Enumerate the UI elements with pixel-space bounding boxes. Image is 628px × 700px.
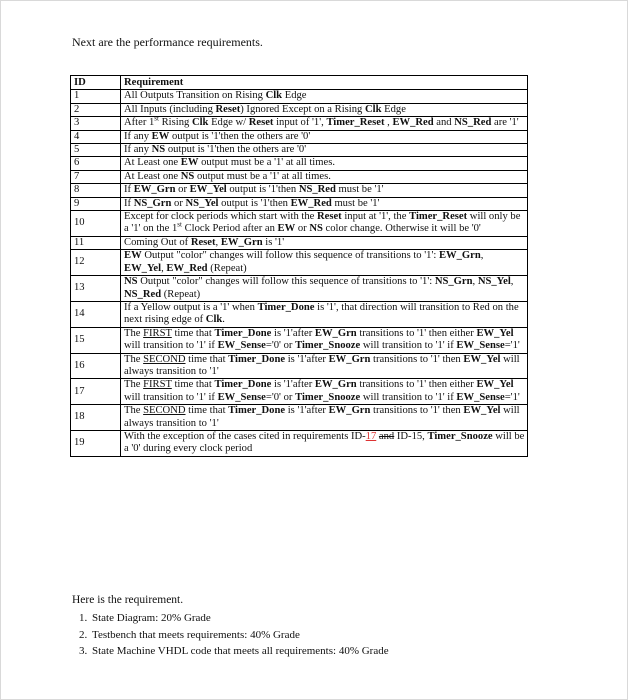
grading-list [72,610,389,660]
requirement-text: The FIRST time that Timer_Done is '1'after EW_Grn transitions to '1' then either EW_Yel will transition to '1' if EW_Sense='0' or Timer_Snooze will transition to '1' if EW_Sense='1' [121,327,528,353]
requirement-text: After 1st Rising Clk Edge w/ Reset input of '1', Timer_Reset , EW_Red and NS_Red are '1' [121,117,528,130]
id-column-header: ID [71,76,121,90]
table-row [71,405,528,431]
table-row [71,90,528,103]
requirement-text: If NS_Grn or NS_Yel output is '1'then EW_Red must be '1' [121,197,528,210]
table-row [71,379,528,405]
table-row [71,197,528,210]
requirement-id: 15 [71,327,121,353]
requirement-id: 5 [71,144,121,157]
requirement-id: 11 [71,236,121,249]
requirement-id: 12 [71,250,121,276]
requirement-text: If EW_Grn or EW_Yel output is '1'then NS_Red must be '1' [121,184,528,197]
table-row [71,170,528,183]
table-row [71,184,528,197]
requirement-text: All Inputs (including Reset) Ignored Except on a Rising Clk Edge [121,103,528,116]
requirement-text: If a Yellow output is a '1' when Timer_Done is '1', that direction will transition to Red on the next rising edge of Clk. [121,301,528,327]
requirement-id: 7 [71,170,121,183]
requirement-text: All Outputs Transition on Rising Clk Edge [121,90,528,103]
requirement-id: 10 [71,211,121,237]
requirement-text: The SECOND time that Timer_Done is '1'after EW_Grn transitions to '1' then EW_Yel will always transition to '1' [121,405,528,431]
table-row [71,327,528,353]
requirement-id: 14 [71,301,121,327]
requirement-id: 8 [71,184,121,197]
table-header-row [71,76,528,90]
requirement-id: 4 [71,130,121,143]
requirement-text: If any NS output is '1'then the others are '0' [121,144,528,157]
table-row [71,236,528,249]
intro-text: Next are the performance requirements. [72,35,263,49]
requirement-text: NS Output "color" changes will follow this sequence of transitions to '1': NS_Grn, NS_Yel, NS_Red (Repeat) [121,276,528,302]
table-row [71,276,528,302]
requirement-text: EW Output "color" changes will follow this sequence of transitions to '1': EW_Grn, EW_Yel, EW_Red (Repeat) [121,250,528,276]
table-row [71,430,528,456]
requirement-id: 1 [71,90,121,103]
requirement-text: Coming Out of Reset, EW_Grn is '1' [121,236,528,249]
requirement-text: At Least one NS output must be a '1' at all times. [121,170,528,183]
requirement-heading: Here is the requirement. [72,594,184,606]
requirements-table [70,75,528,457]
table-row [71,130,528,143]
requirement-text: If any EW output is '1'then the others are '0' [121,130,528,143]
requirement-id: 2 [71,103,121,116]
requirement-id: 16 [71,353,121,379]
table-row [71,117,528,130]
table-row [71,301,528,327]
requirement-text: At Least one EW output must be a '1' at all times. [121,157,528,170]
table-row [71,353,528,379]
grade-item: 2. Testbench that meets requirements: 40% Grade [90,627,389,644]
requirement-id: 18 [71,405,121,431]
requirement-id: 17 [71,379,121,405]
table-row [71,157,528,170]
table-row [71,144,528,157]
requirement-id: 13 [71,276,121,302]
requirement-text: The SECOND time that Timer_Done is '1'after EW_Grn transitions to '1' then EW_Yel will always transition to '1' [121,353,528,379]
table-row [71,250,528,276]
requirement-id: 3 [71,117,121,130]
grade-item: 1. State Diagram: 20% Grade [90,610,389,627]
requirement-id: 6 [71,157,121,170]
requirement-column-header: Requirement [121,76,528,90]
requirement-text: Except for clock periods which start with the Reset input at '1', the Timer_Reset will only be a '1' on the 1st Clock Period after an EW or NS color change. Otherwise it will be '0' [121,211,528,237]
requirement-text: With the exception of the cases cited in requirements ID-17 and ID-15, Timer_Snooze will be a '0' during every clock period [121,430,528,456]
grade-item: 3. State Machine VHDL code that meets all requirements: 40% Grade [90,643,389,660]
requirement-text: The FIRST time that Timer_Done is '1'after EW_Grn transitions to '1' then either EW_Yel will transition to '1' if EW_Sense='0' or Timer_Snooze will transition to '1' if EW_Sense='1' [121,379,528,405]
table-row [71,211,528,237]
table-row [71,103,528,116]
requirement-id: 19 [71,430,121,456]
requirement-id: 9 [71,197,121,210]
